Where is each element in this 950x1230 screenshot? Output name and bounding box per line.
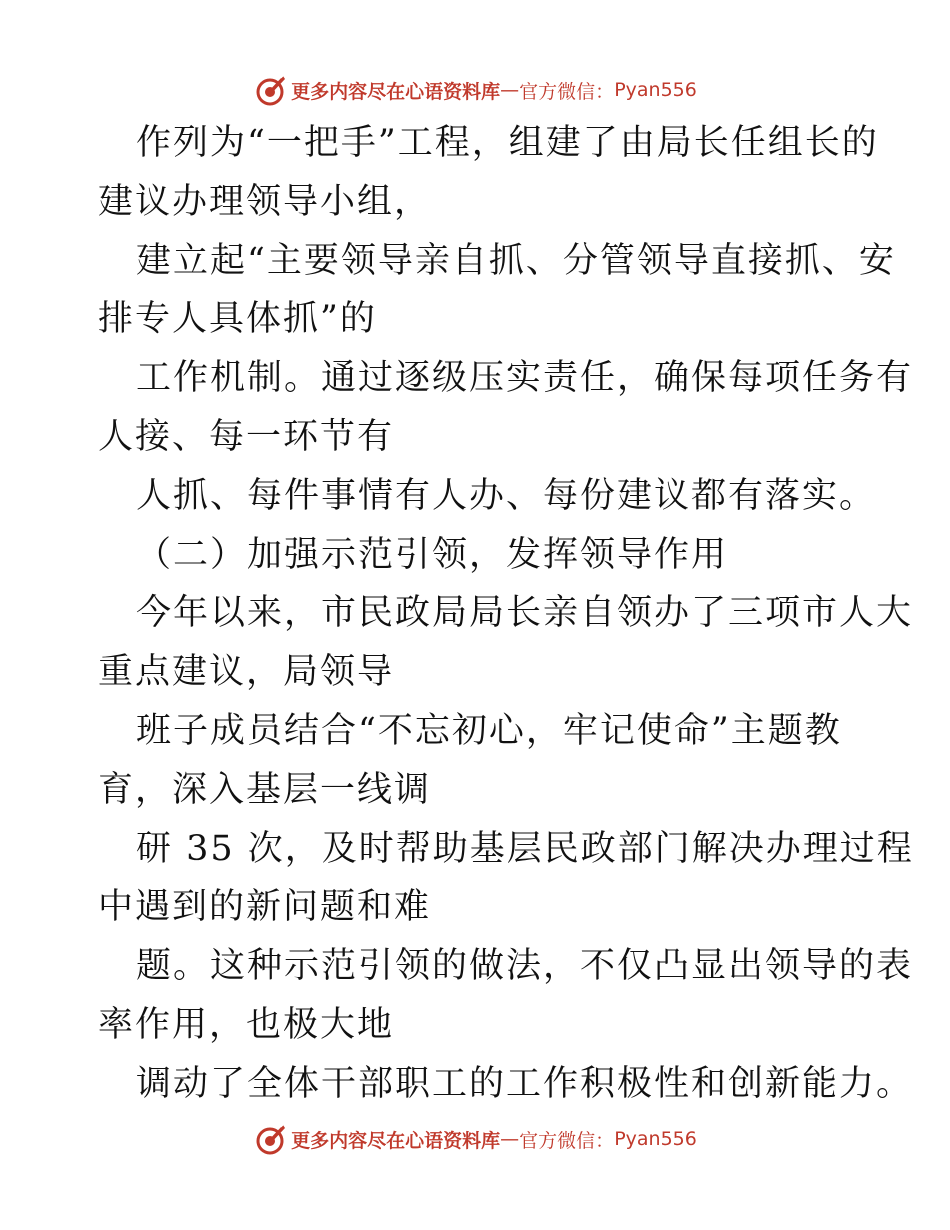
- watermark-wechat-label: 官方微信：: [519, 1129, 615, 1152]
- text-line: 排专人具体抓”的: [98, 299, 377, 340]
- text-line: 人抓、每件事情有人办、每份建议都有落实。: [136, 475, 877, 516]
- text-line: 人接、每一环节有: [98, 416, 395, 457]
- text-line: 中遇到的新问题和难: [98, 887, 432, 928]
- text-line: 班子成员结合“不忘初心，牢记使命”主题教: [136, 710, 842, 751]
- section-heading: （二）加强示范引领，发挥领导作用: [136, 534, 729, 575]
- text-line: 作列为“一把手”工程，组建了由局长任组长的: [136, 123, 879, 163]
- watermark-lead-text: 更多内容尽在心语资料库: [291, 80, 501, 103]
- watermark-header: [0, 72, 950, 108]
- text-line: 研 35 次，及时帮助基层民政部门解决办理过程: [136, 828, 914, 869]
- text-line: 重点建议，局领导: [98, 652, 395, 693]
- text-line: 建议办理领导小组，: [98, 181, 432, 222]
- quill-pen-logo-icon: [253, 73, 287, 107]
- watermark-wechat-label: 官方微信：: [519, 80, 615, 103]
- watermark-wechat-id: Pyan556: [614, 79, 697, 101]
- text-line: 率作用，也极大地: [98, 1004, 395, 1045]
- text-line: 今年以来，市民政局局长亲自领办了三项市人大: [136, 593, 914, 634]
- watermark-wechat-id: Pyan556: [614, 1128, 697, 1150]
- document-body: [98, 114, 914, 1114]
- text-line: 育，深入基层一线调: [98, 769, 432, 810]
- text-line: 题。这种示范引领的做法，不仅凸显出领导的表: [136, 946, 914, 987]
- watermark-dash: —: [500, 1128, 520, 1150]
- watermark-dash: —: [500, 79, 520, 101]
- text-line: 调动了全体干部职工的工作积极性和创新能力。: [136, 1063, 914, 1104]
- quill-pen-logo-icon: [253, 1122, 287, 1156]
- text-line: 工作机制。通过逐级压实责任，确保每项任务有: [136, 358, 914, 399]
- watermark-lead-text: 更多内容尽在心语资料库: [291, 1129, 501, 1152]
- text-line: 建立起“主要领导亲自抓、分管领导直接抓、安: [136, 240, 896, 281]
- watermark-footer: [0, 1121, 950, 1157]
